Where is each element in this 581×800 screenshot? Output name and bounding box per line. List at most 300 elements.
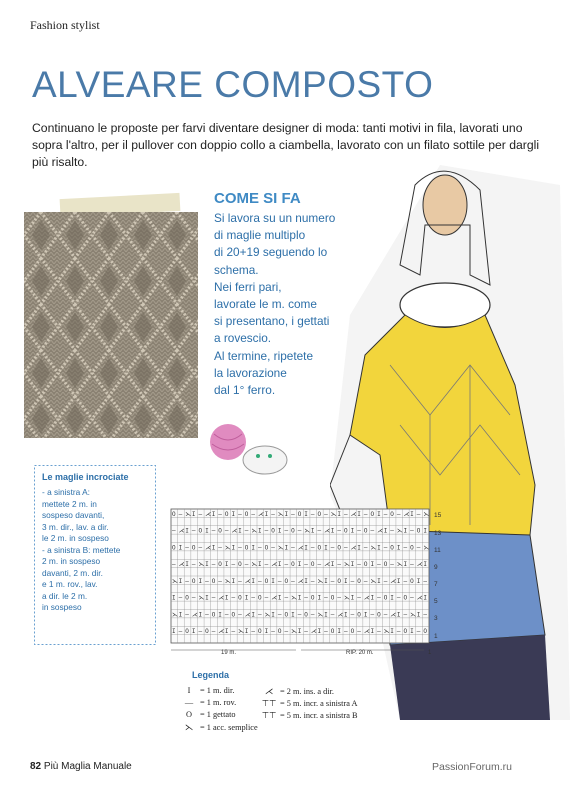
chart-stitch-symbol: ⋌	[205, 544, 212, 552]
chart-stitch-symbol: ⋌	[350, 510, 357, 518]
chart-stitch-symbol: ⋋	[264, 611, 271, 619]
chart-stitch-symbol: O	[191, 577, 196, 585]
chart-stitch-symbol: —	[191, 594, 196, 602]
note-text	[42, 487, 157, 614]
chart-stitch-symbol: —	[304, 594, 308, 602]
chart-stitch-symbol: ⋋	[330, 510, 337, 518]
chart-stitch-symbol: —	[172, 561, 176, 569]
chart-stitch-symbol: I	[423, 527, 427, 535]
chart-stitch-symbol: —	[370, 527, 375, 535]
chart-stitch-symbol: —	[211, 527, 216, 535]
chart-stitch-symbol: —	[297, 611, 302, 619]
chart-stitch-symbol: O	[172, 510, 176, 518]
chart-stitch-symbol: I	[251, 577, 255, 585]
chart-stitch-symbol: —	[310, 510, 315, 518]
chart-stitch-symbol: I	[330, 561, 335, 569]
chart-stitch-symbol: I	[324, 577, 328, 585]
chart-stitch-symbol: —	[258, 577, 262, 585]
chart-stitch-symbol: ⋌	[258, 510, 264, 518]
chart-stitch-symbol: —	[337, 594, 341, 602]
chart-stitch-symbol: ⋌	[218, 628, 225, 636]
chart-stitch-symbol: O	[377, 611, 381, 619]
chart-stitch-symbol: —	[271, 544, 275, 552]
chart-stitch-symbol: ⋌	[205, 510, 212, 518]
chart-stitch-symbol: —	[396, 594, 401, 602]
chart-stitch-symbol: I	[317, 628, 322, 636]
chart-stitch-symbol: —	[185, 544, 189, 552]
how-to-line: a rovescio.	[214, 331, 272, 346]
chart-stitch-symbol: —	[403, 611, 408, 619]
note-line: a dir. le 2 m.	[42, 590, 88, 601]
chart-stitch-symbol: —	[238, 611, 242, 619]
how-to-line: Al termine, ripetete	[214, 348, 314, 363]
intro-paragraph: Continuano le proposte per farvi diventare designer di moda: tanti motivi in fila, lavorati uno sopra l'altro, per il pullover con doppio collo a ciambella, lavorato con un filato sottile per dargli più risalto.	[32, 121, 540, 169]
chart-stitch-symbol: —	[310, 544, 315, 552]
chart-stitch-symbol: —	[357, 527, 361, 535]
chart-stitch-symbol: I	[205, 527, 209, 535]
legend-item	[178, 686, 234, 695]
chart-stitch-symbol: —	[344, 544, 348, 552]
chart-stitch-symbol: ⋌	[191, 611, 198, 619]
chart-stitch-symbol: —	[198, 628, 203, 636]
row-label: 13	[434, 530, 442, 537]
chart-stitch-symbol: —	[258, 611, 262, 619]
chart-stitch-symbol: ⋌	[390, 611, 397, 619]
chart-stitch-symbol: —	[363, 577, 368, 585]
chart-stitch-symbol: —	[304, 628, 308, 636]
chart-stitch-symbol: I	[363, 611, 368, 619]
how-to-title: COME SI FA	[214, 190, 301, 207]
chart-stitch-symbol: —	[191, 527, 196, 535]
legend-title: Legenda	[192, 670, 230, 680]
chart-stitch-symbol: —	[231, 561, 236, 569]
chart-stitch-symbol: —	[238, 510, 242, 518]
chart-stitch-symbol: O	[191, 544, 196, 552]
chart-stitch-symbol: ⋌	[377, 527, 384, 535]
note-line: - a sinistra B: mettete	[42, 544, 121, 555]
chart-stitch-symbol: ⋌	[271, 594, 278, 602]
chart-stitch-symbol: ⋋	[291, 628, 298, 636]
chart-stitch-symbol: —	[416, 544, 421, 552]
chart-stitch-symbol: ⋋	[277, 544, 284, 552]
chart-stitch-symbol: ⋌	[244, 611, 251, 619]
chart-stitch-symbol: —	[377, 594, 381, 602]
chart-stitch-symbol: I	[205, 594, 209, 602]
chart-stitch-symbol: I	[224, 594, 229, 602]
chart-stitch-symbol: —	[251, 628, 255, 636]
chart-stitch-symbol: —	[363, 544, 368, 552]
chart-stitch-symbol: —	[231, 628, 236, 636]
legend-text: = 1 m. rov.	[200, 698, 237, 707]
chart-stitch-symbol: I	[370, 628, 375, 636]
chart-stitch-symbol: I	[304, 510, 308, 518]
chart-stitch-symbol: —	[304, 561, 308, 569]
knit-stitch-icon: I	[187, 686, 191, 695]
yarn-over-icon: O	[186, 710, 192, 719]
chart-stitch-symbol: O	[291, 527, 295, 535]
row-label: 11	[434, 547, 441, 554]
chart-stitch-symbol: —	[238, 544, 242, 552]
chart-stitch-symbol: ⋋	[251, 527, 258, 535]
chart-stitch-symbol: O	[284, 577, 289, 585]
chart-stitch-symbol: I	[277, 561, 282, 569]
chart-stitch-symbol: I	[231, 510, 236, 518]
chart-stitch-symbol: O	[317, 510, 322, 518]
chart-stitch-symbol: ⋌	[350, 544, 357, 552]
chart-stitch-symbol: O	[370, 510, 375, 518]
chart-stitch-symbol: ⋋	[185, 510, 192, 518]
chart-stitch-symbol: —	[244, 527, 249, 535]
chart-stitch-symbol: O	[211, 611, 216, 619]
chart-stitch-symbol: I	[191, 510, 196, 518]
chart-stitch-symbol: I	[264, 510, 269, 518]
chart-stitch-symbol: —	[198, 544, 203, 552]
chart-stitch-symbol: O	[277, 628, 282, 636]
chart-stitch-symbol: I	[337, 628, 341, 636]
chart-stitch-symbol: —	[284, 628, 289, 636]
chart-stitch-symbol: I	[291, 611, 295, 619]
chart-stitch-symbol: I	[224, 561, 229, 569]
chart-stitch-symbol: I	[350, 561, 355, 569]
chart-stitch-symbol: I	[205, 561, 209, 569]
chart-stitch-symbol: I	[185, 527, 189, 535]
chart-stitch-symbol: O	[244, 510, 249, 518]
chart-stitch-symbol: I	[357, 510, 361, 518]
chart-stitch-symbol: O	[317, 544, 322, 552]
chart-stitch-symbol: —	[344, 510, 348, 518]
chart-repeat-right: RIP. 20 m.	[346, 650, 374, 656]
k2tog-icon: ⋌	[264, 687, 274, 696]
chart-stitch-symbol: ⋌	[297, 544, 304, 552]
note-line: - a sinistra A:	[42, 487, 90, 497]
chart-stitch-symbol: —	[191, 561, 196, 569]
chart-stitch-symbol: ⋋	[198, 561, 205, 569]
page-number: 82	[30, 761, 42, 772]
chart-stitch-symbol: I	[317, 594, 322, 602]
chart-stitch-symbol: O	[383, 561, 388, 569]
chart-stitch-symbol: O	[330, 628, 335, 636]
chart-stitch-symbol: —	[357, 594, 361, 602]
chart-stitch-symbol: O	[244, 544, 249, 552]
chart-stitch-symbol: I	[370, 561, 375, 569]
chart-stitch-symbol: —	[211, 594, 216, 602]
chart-stitch-symbol: I	[377, 510, 381, 518]
chart-stitch-symbol: I	[284, 510, 289, 518]
chart-stitch-symbol: I	[178, 611, 183, 619]
chart-stitch-symbol: ⋌	[363, 594, 370, 602]
chart-stitch-symbol: —	[370, 611, 375, 619]
chart-stitch-symbol: I	[251, 544, 255, 552]
chart-stitch-symbol: ⋌	[297, 577, 304, 585]
chart-stitch-symbol: I	[423, 561, 427, 569]
chart-stitch-symbol: ⋌	[416, 594, 423, 602]
chart-stitch-symbol: I	[172, 628, 176, 636]
note-line: mettete 2 m. in	[42, 498, 97, 509]
how-to-line: di 20+19 seguendo lo	[214, 245, 328, 260]
chart-stitch-symbol: ⋌	[324, 527, 331, 535]
chart-stitch-symbol: —	[390, 527, 394, 535]
chart-stitch-symbol: I	[350, 527, 355, 535]
note-title: Le maglie incrociate	[42, 472, 129, 482]
chart-stitch-symbol: —	[297, 527, 302, 535]
chart-stitch-symbol: ⋋	[423, 510, 430, 518]
chart-stitch-symbol: I	[297, 628, 302, 636]
chart-stitch-symbol: ⋌	[363, 628, 370, 636]
chart-stitch-symbol: O	[410, 544, 414, 552]
chart-stitch-symbol: ⋌	[231, 527, 238, 535]
chart-stitch-symbol: —	[251, 594, 255, 602]
chart-stitch-symbol: —	[416, 628, 421, 636]
chart-stitch-symbol: O	[416, 527, 421, 535]
chart-stitch-symbol: —	[390, 561, 394, 569]
chart-stitch-symbol: —	[264, 561, 269, 569]
chart-stitch-symbol: O	[337, 577, 341, 585]
note-line: le 2 m. in sospeso	[42, 533, 109, 543]
chart-stitch-symbol: —	[383, 510, 388, 518]
chart-stitch-symbol: ⋋	[277, 510, 284, 518]
chart-stitch-symbol: O	[410, 577, 414, 585]
chart-stitch-symbol: I	[297, 594, 302, 602]
chart-stitch-symbol: I	[198, 611, 203, 619]
page-footer	[30, 761, 132, 772]
chart-stitch-symbol: —	[363, 510, 368, 518]
chart-stitch-symbol: I	[337, 510, 341, 518]
how-to-line: di maglie multiplo	[214, 228, 306, 243]
chart-stitch-symbol: O	[310, 594, 315, 602]
chart-stitch-symbol: ⋌	[178, 527, 185, 535]
watermark: PassionForum.ru	[432, 761, 512, 773]
chart-stitch-symbol: O	[258, 628, 262, 636]
how-to-line: la lavorazione	[214, 365, 287, 380]
chart-stitch-symbol: —	[317, 561, 322, 569]
legend-text: = 5 m. incr. a sinistra A	[280, 699, 358, 708]
chart-stitch-symbol: —	[264, 527, 269, 535]
chart-stitch-symbol: O	[344, 527, 348, 535]
chart-stitch-symbol: —	[178, 594, 183, 602]
chart-stitch-symbol: —	[344, 628, 348, 636]
chart-stitch-symbol: ⋋	[317, 577, 324, 585]
chart-stitch-symbol: O	[258, 594, 262, 602]
chart-stitch-symbol: O	[297, 510, 302, 518]
note-line: in sospeso	[42, 602, 82, 612]
legend-text: = 1 acc. semplice	[200, 723, 258, 732]
chart-stitch-symbol: —	[291, 544, 295, 552]
chart-stitch-symbol: ⋋	[224, 544, 231, 552]
note-line: 3 m. dir., lav. a dir.	[42, 521, 109, 532]
chart-stitch-symbol: —	[416, 510, 421, 518]
chart-stitch-symbol: O	[238, 594, 242, 602]
chart-stitch-symbol: —	[172, 527, 176, 535]
chart-stitch-symbol: —	[350, 577, 355, 585]
chart-stitch-symbol: I	[350, 594, 355, 602]
chart-stitch-symbol: —	[337, 527, 341, 535]
chart-stitch-symbol: I	[377, 544, 381, 552]
chart-stitch-symbol: I	[396, 611, 401, 619]
chart-stitch-symbol: —	[383, 577, 388, 585]
chart-stitch-symbol: I	[403, 527, 408, 535]
chart-stitch-symbol: I	[198, 577, 203, 585]
chart-stitch-symbol: I	[416, 611, 421, 619]
note-line: davanti, 2 m. dir.	[42, 567, 103, 578]
chart-stitch-symbol: O	[271, 527, 275, 535]
chart-stitch-symbol: I	[258, 561, 262, 569]
row-label: 15	[434, 512, 442, 519]
chart-stitch-symbol: I	[284, 544, 289, 552]
chart-stitch-symbol: —	[377, 628, 381, 636]
how-to-line: lavorate le m. come	[214, 297, 317, 312]
chart-stitch-symbol: —	[238, 577, 242, 585]
chart-stitch-symbol: —	[383, 611, 388, 619]
chart-stitch-symbol: O	[357, 611, 361, 619]
chart-stitch-symbol: ⋌	[416, 561, 423, 569]
chart-stitch-symbol: ⋋	[304, 527, 311, 535]
chart-stitch-symbol: O	[198, 527, 203, 535]
chart-stitch-symbol: ⋋	[344, 594, 350, 602]
chart-stitch-symbol: ⋋	[344, 561, 350, 569]
chart-stitch-symbol: O	[403, 594, 408, 602]
chart-stitch-symbol: O	[284, 611, 289, 619]
legend-item	[178, 710, 236, 719]
chart-stitch-symbol: O	[383, 594, 388, 602]
chart-stitch-symbol: —	[324, 594, 328, 602]
legend-item	[258, 686, 334, 696]
page-title: ALVEARE COMPOSTO	[32, 64, 434, 105]
chart-stitch-symbol: I	[304, 577, 308, 585]
chart-stitch-symbol: O	[403, 628, 408, 636]
legend-item	[178, 698, 236, 707]
chart-stitch-symbol: O	[423, 628, 427, 636]
chart-stitch-symbol: O	[218, 561, 222, 569]
note-line: sospeso davanti,	[42, 510, 105, 520]
chart-stitch-symbol: —	[410, 527, 414, 535]
chart-stitch-symbol: I	[297, 561, 302, 569]
chart-stitch-symbol: O	[172, 544, 176, 552]
chart-stitch-symbol: I	[185, 561, 189, 569]
chart-stitch-symbol: O	[185, 594, 189, 602]
chart-stitch-symbol: I	[224, 628, 229, 636]
chart-stitch-symbol: I	[244, 628, 249, 636]
cable-left-b-icon: ⊤⊤	[261, 711, 277, 720]
legend-text: = 5 m. incr. a sinistra B	[280, 711, 358, 720]
chart-stitch-symbol: ⋋	[172, 577, 178, 585]
chart-stitch-symbol: I	[271, 611, 275, 619]
knit-swatch-photo	[24, 212, 198, 438]
chart-stitch-symbol: ⋋	[396, 527, 403, 535]
chart-stitch-symbol: O	[390, 510, 394, 518]
row-label: 3	[434, 615, 438, 622]
chart-stitch-symbol: I	[344, 611, 348, 619]
chart-stitch-symbol: —	[258, 544, 262, 552]
chart-stitch-symbol: O	[211, 577, 216, 585]
chart-stitch-symbol: I	[178, 577, 183, 585]
chart-stitch-symbol: —	[357, 628, 361, 636]
chart-stitch-symbol: I	[310, 527, 315, 535]
chart-stitch-symbol: —	[423, 577, 427, 585]
chart-stitch-symbol: O	[310, 561, 315, 569]
chart-stitch-symbol: O	[231, 611, 236, 619]
chart-stitch-symbol: —	[271, 510, 275, 518]
chart-stitch-symbol: I	[410, 628, 414, 636]
chart-stitch-symbol: —	[251, 510, 255, 518]
chart-stitch-symbol: ⋌	[271, 561, 278, 569]
chart-stitch-symbol: I	[271, 577, 275, 585]
chart-stitch-symbol: I	[370, 594, 375, 602]
chart-stitch-symbol: O	[304, 611, 308, 619]
chart-stitch-symbol: O	[218, 527, 222, 535]
chart-stitch-symbol: ⋋	[423, 544, 430, 552]
chart-stitch-symbol: —	[218, 510, 222, 518]
chart-stitch-symbol: —	[330, 544, 335, 552]
purl-stitch-icon: —	[184, 698, 194, 707]
chart-stitch-symbol: —	[178, 628, 183, 636]
chart-stitch-symbol: ⋋	[396, 561, 403, 569]
chart-stitch-symbol: —	[224, 527, 229, 535]
chart-stitch-symbol: I	[390, 594, 394, 602]
how-to-line: dal 1° ferro.	[214, 383, 276, 398]
chart-stitch-symbol: I	[344, 577, 348, 585]
chart-stitch-symbol: —	[284, 561, 289, 569]
legend-text: = 1 m. dir.	[200, 686, 235, 695]
chart-stitch-symbol: —	[403, 544, 408, 552]
chart-stitch-symbol: ⋋	[224, 577, 231, 585]
chart-stitch-symbol: O	[350, 628, 355, 636]
chart-stitch-symbol: —	[330, 611, 335, 619]
chart-stitch-symbol: —	[383, 544, 388, 552]
chart-stitch-symbol: I	[258, 527, 262, 535]
how-to-line: Si lavora su un numero	[214, 211, 336, 225]
chart-stitch-symbol: —	[324, 628, 328, 636]
chart-stitch-symbol: —	[205, 577, 209, 585]
chart-stitch-symbol: —	[211, 628, 216, 636]
chart-stitch-symbol: —	[396, 628, 401, 636]
chart-stitch-symbol: ⋌	[324, 561, 331, 569]
chart-stitch-symbol: I	[330, 527, 335, 535]
chart-stitch-symbol: O	[291, 561, 295, 569]
how-to-text	[214, 210, 335, 399]
chart-stitch-symbol: —	[396, 510, 401, 518]
chart-stitch-symbol: O	[363, 527, 368, 535]
chart-stitch-symbol: ⋌	[403, 510, 410, 518]
how-to-line: si presentano, i gettati	[214, 314, 330, 329]
legend-item	[178, 722, 258, 732]
chart-stitch-symbol: —	[357, 561, 361, 569]
row-label: 9	[434, 564, 438, 571]
chart-stitch-symbol: ⋋	[172, 611, 178, 619]
chart-stitch-symbol: I	[396, 577, 401, 585]
row-label: 5	[434, 598, 438, 605]
legend-item	[258, 698, 358, 708]
chart-stitch-symbol: I	[251, 611, 255, 619]
chart-stitch-symbol: —	[324, 510, 328, 518]
chart-stitch-symbol: ⋌	[218, 594, 225, 602]
row-label: 1	[434, 633, 438, 640]
chart-stitch-symbol: ⋌	[178, 561, 185, 569]
chart-stitch-symbol: —	[264, 594, 269, 602]
chart-stitch-symbol: —	[350, 611, 355, 619]
chart-stitch-symbol: —	[277, 577, 282, 585]
chart-stitch-symbol: I	[324, 544, 328, 552]
chart-stitch-symbol: O	[337, 544, 341, 552]
slip-decrease-icon: ⋋	[184, 723, 194, 732]
chart-stitch-symbol: —	[231, 594, 236, 602]
chart-stitch-symbol: —	[310, 611, 315, 619]
how-to-line: Nei ferri pari,	[214, 279, 282, 294]
chart-stitch-symbol: ⋋	[317, 611, 324, 619]
chart-stitch-symbol: I	[218, 611, 222, 619]
row-label: 7	[434, 581, 438, 588]
chart-stitch-symbol: —	[377, 561, 381, 569]
chart-stitch-symbol: ⋌	[244, 577, 251, 585]
